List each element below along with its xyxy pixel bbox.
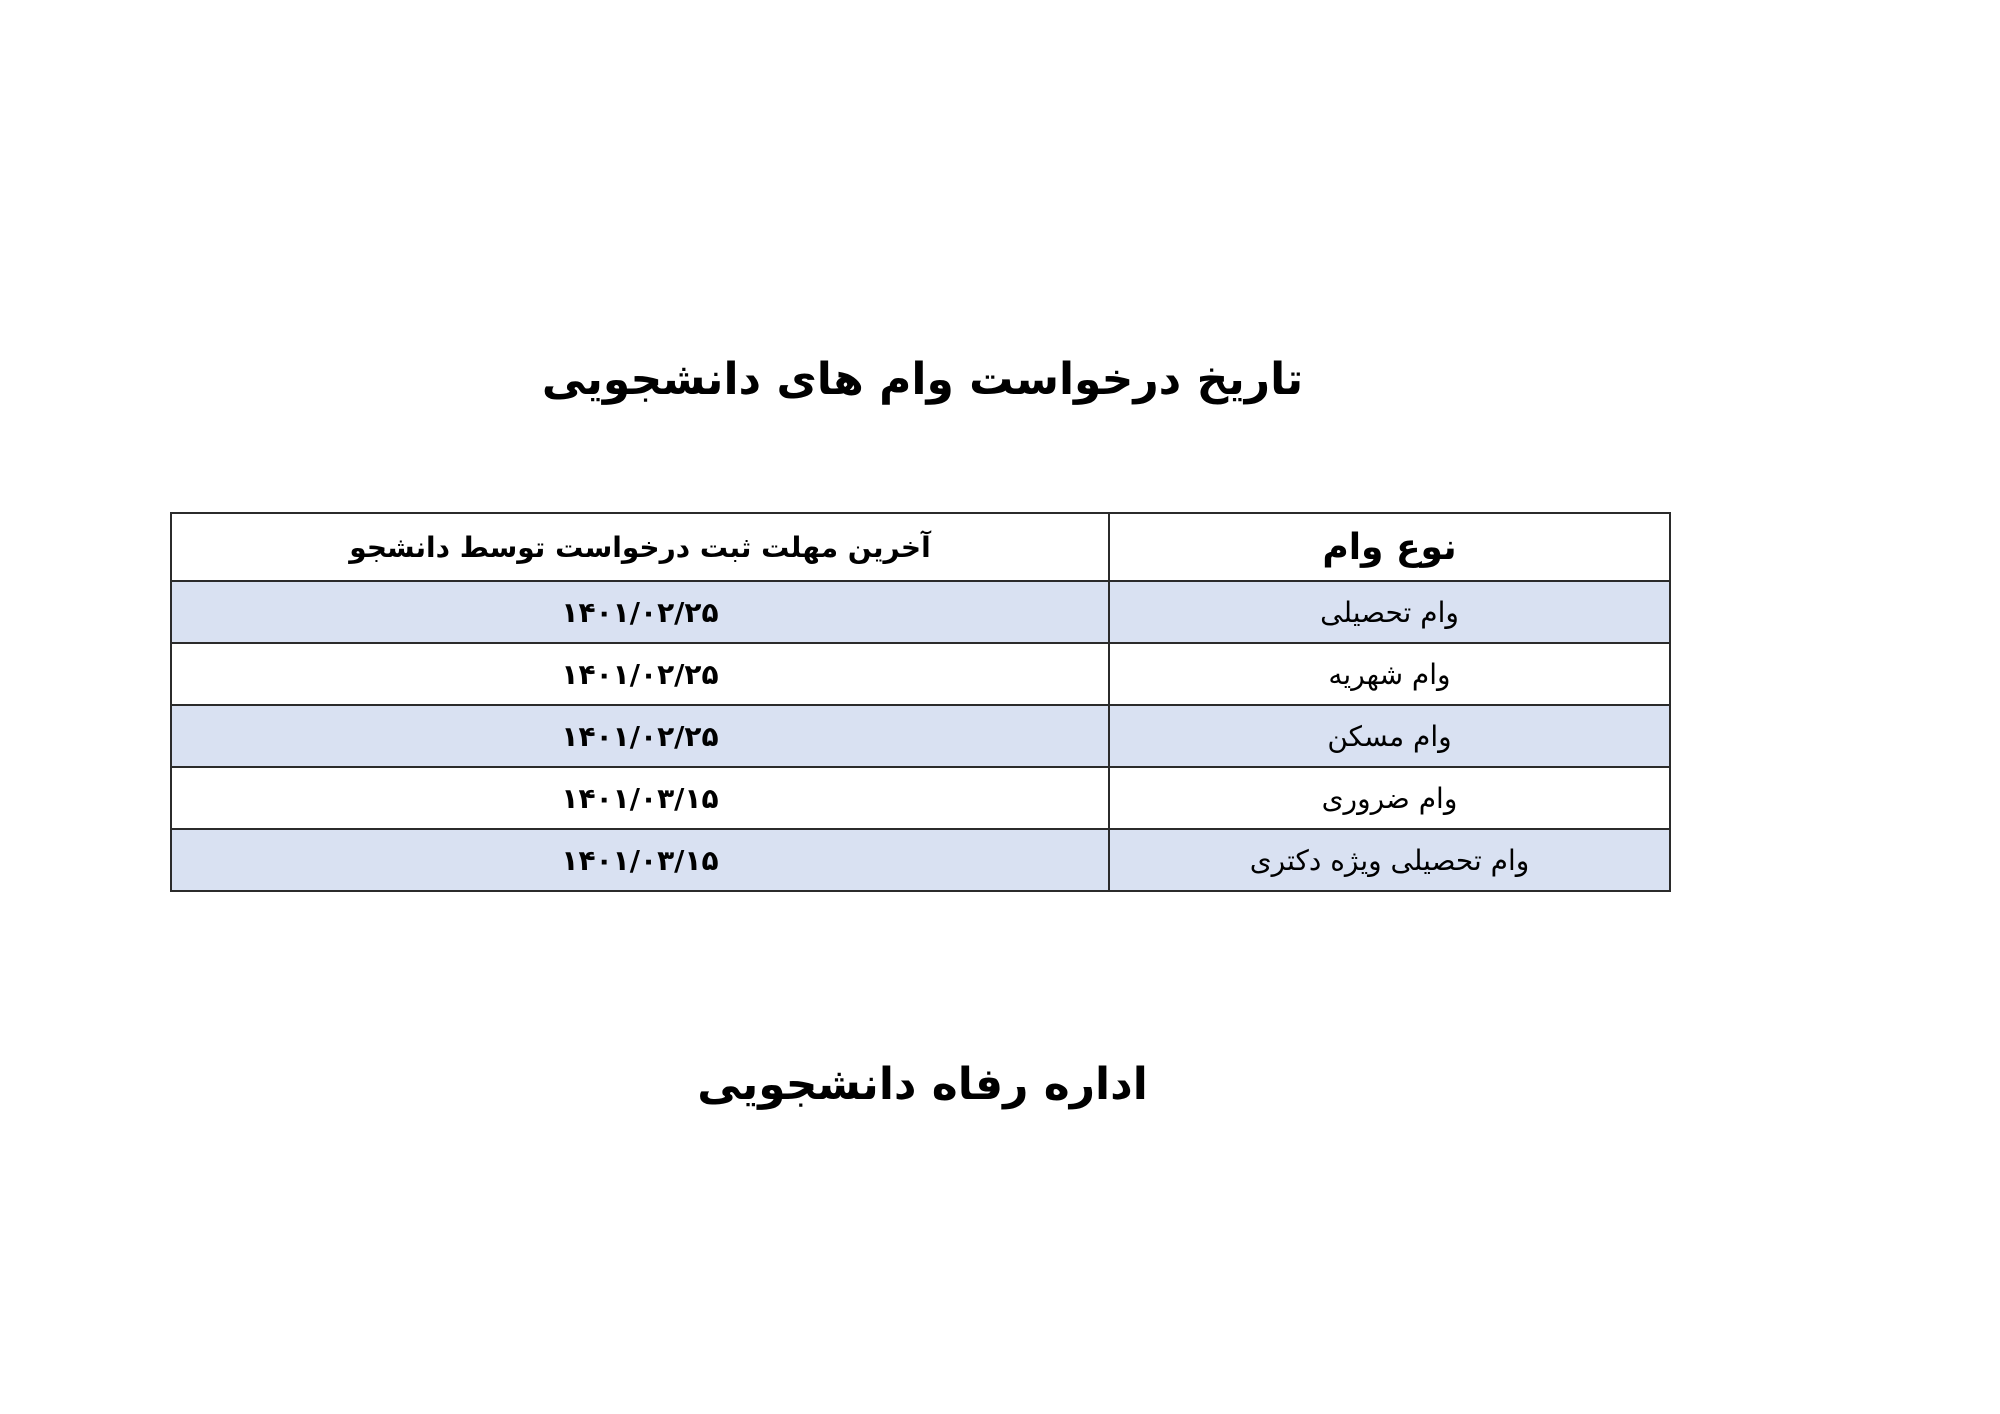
table-row <box>171 829 1670 891</box>
cell-deadline: ۱۴۰۱/۰۲/۲۵ <box>171 643 1109 705</box>
cell-deadline: ۱۴۰۱/۰۳/۱۵ <box>171 829 1109 891</box>
footer-signature: اداره رفاه دانشجویی <box>697 1059 1148 1110</box>
table-row <box>171 705 1670 767</box>
cell-deadline: ۱۴۰۱/۰۲/۲۵ <box>171 705 1109 767</box>
cell-loan-type: وام مسکن <box>1109 705 1670 767</box>
cell-loan-type: وام تحصیلی <box>1109 581 1670 643</box>
cell-deadline: ۱۴۰۱/۰۳/۱۵ <box>171 767 1109 829</box>
cell-loan-type: وام تحصیلی ویژه دکتری <box>1109 829 1670 891</box>
table-row <box>171 581 1670 643</box>
table-row <box>171 767 1670 829</box>
cell-loan-type: وام ضروری <box>1109 767 1670 829</box>
header-loan-type: نوع وام <box>1109 513 1670 581</box>
cell-loan-type: وام شهریه <box>1109 643 1670 705</box>
cell-deadline: ۱۴۰۱/۰۲/۲۵ <box>171 581 1109 643</box>
page-title: تاریخ درخواست وام های دانشجویی <box>541 354 1304 405</box>
loan-deadline-table <box>170 512 1671 892</box>
table-header-row <box>171 513 1670 581</box>
table-row <box>171 643 1670 705</box>
header-deadline: آخرین مهلت ثبت درخواست توسط دانشجو <box>171 513 1109 581</box>
